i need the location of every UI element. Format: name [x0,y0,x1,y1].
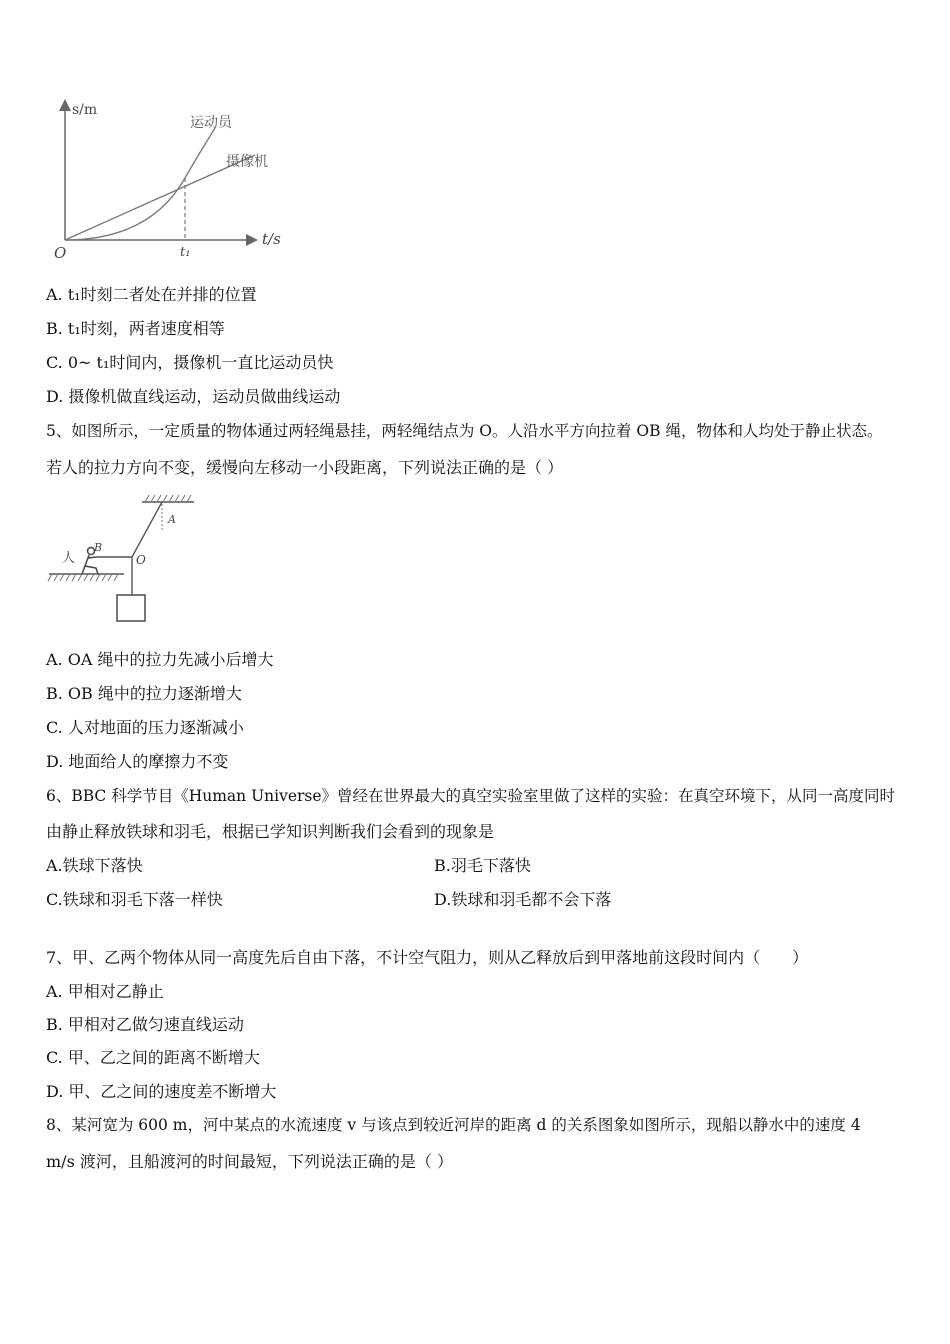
q5-stem-line1: 5、如图所示，一定质量的物体通过两轻绳悬挂，两轻绳结点为 O。人沿水平方向拉着 OB 绳，物体和人均处于静止状态。 [46,422,883,440]
camera-line-label: 摄像机 [226,154,268,170]
label-o: O [136,553,146,567]
hanging-block [117,595,145,621]
rope-diagram-figure [44,492,214,632]
x-axis-label: t/s [262,230,281,248]
q6-stem-line1: 6、BBC 科学节目《Human Universe》曾经在世界最大的真空实验室里做了这样的实验：在真空环境下，从同一高度同时 [46,787,896,805]
q6-option-d: D.铁球和羽毛都不会下落 [434,890,612,909]
q4-option-d: D. 摄像机做直线运动，运动员做曲线运动 [46,387,341,406]
q7-option-d: D. 甲、乙之间的速度差不断增大 [46,1082,277,1101]
q6-option-c: C.铁球和羽毛下落一样快 [46,890,223,909]
athlete-curve-label: 运动员 [190,115,232,131]
label-person: 人 [62,551,76,566]
q5-option-a: A. OA 绳中的拉力先减小后增大 [46,650,274,669]
t1-label: t₁ [180,245,191,260]
q4-option-b: B. t₁时刻，两者速度相等 [46,319,225,338]
q4-option-c: C. 0~ t₁时间内，摄像机一直比运动员快 [46,353,334,372]
q5-option-d: D. 地面给人的摩擦力不变 [46,752,229,771]
q8-stem-line2: m/s 渡河，且船渡河的时间最短，下列说法正确的是（ ） [46,1152,453,1171]
q5-option-c: C. 人对地面的压力逐渐减小 [46,718,244,737]
q5-option-b: B. OB 绳中的拉力逐渐增大 [46,684,242,703]
label-a: A [168,513,176,526]
q7-option-b: B. 甲相对乙做匀速直线运动 [46,1015,244,1034]
q7-option-c: C. 甲、乙之间的距离不断增大 [46,1048,260,1067]
q6-option-b: B.羽毛下落快 [434,856,531,875]
st-graph-figure [40,90,300,270]
label-b: B [94,541,103,554]
q8-stem-line1: 8、某河宽为 600 m，河中某点的水流速度 v 与该点到较近河岸的距离 d 的关系图象如图所示，现船以静水中的速度 4 [46,1116,861,1134]
q7-stem: 7、甲、乙两个物体从同一高度先后自由下落，不计空气阻力，则从乙释放后到甲落地前这段时间内（ ） [46,948,809,967]
q5-stem-line2: 若人的拉力方向不变，缓慢向左移动一小段距离，下列说法正确的是（ ） [46,458,564,477]
origin-label: O [54,244,67,262]
q6-stem-line2: 由静止释放铁球和羽毛，根据已学知识判断我们会看到的现象是 [46,822,495,841]
y-axis-label: s/m [72,102,98,118]
q7-option-a: A. 甲相对乙静止 [46,982,164,1001]
rope-oa [132,502,162,557]
q6-option-a: A.铁球下落快 [46,856,143,875]
q4-option-a: A. t₁时刻二者处在并排的位置 [46,285,257,304]
athlete-curve [65,128,215,240]
